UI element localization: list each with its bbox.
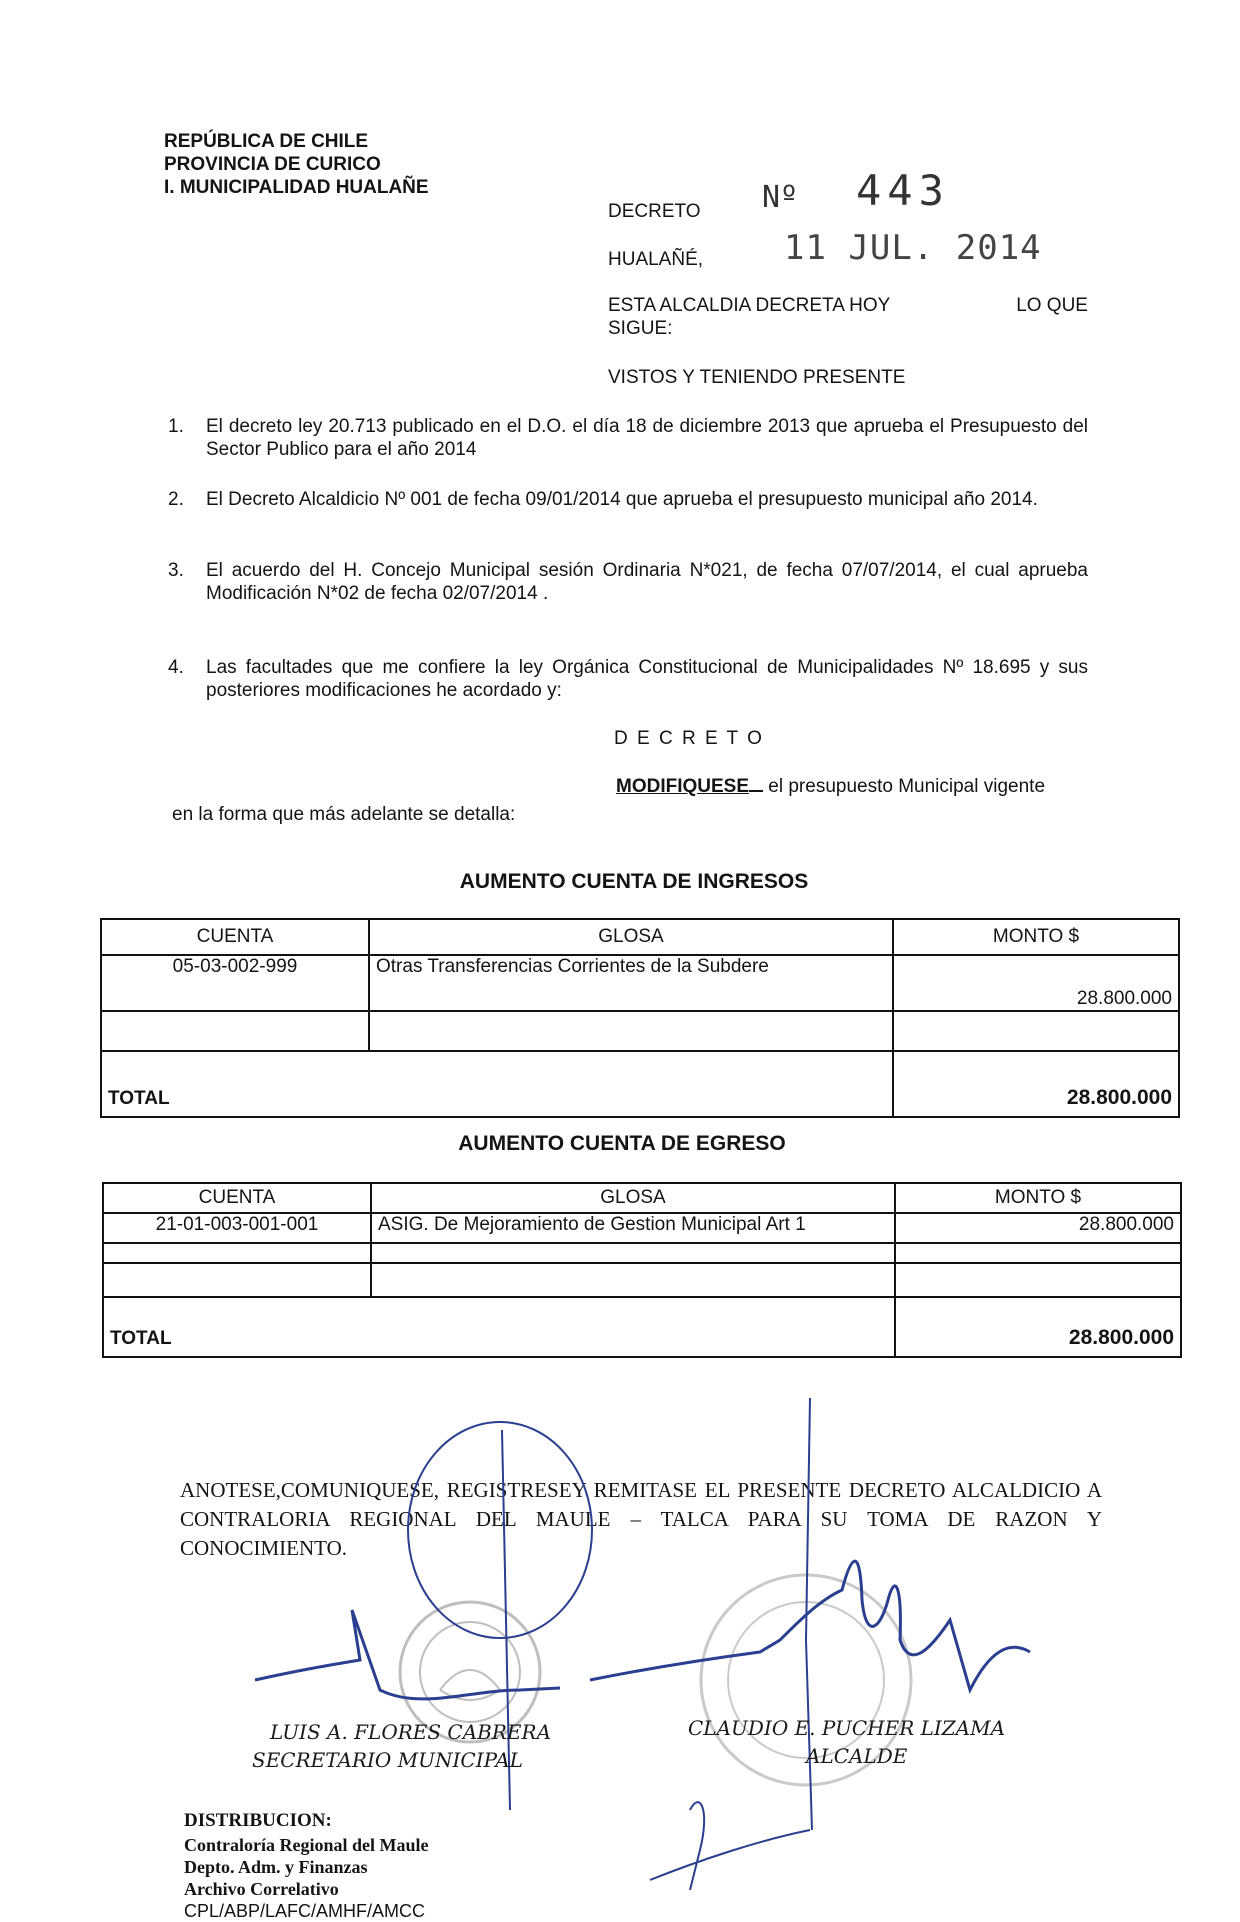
cell-cuenta: 21-01-003-001-001 (103, 1213, 371, 1243)
header-glosa: GLOSA (371, 1183, 895, 1213)
header-republic: REPÚBLICA DE CHILE (164, 131, 369, 152)
signatory-left-title: SECRETARIO MUNICIPAL (252, 1748, 523, 1772)
consideration-number: 1. (168, 416, 184, 437)
issuer-header (164, 130, 429, 199)
header-glosa: GLOSA (369, 919, 893, 955)
vistos-heading: VISTOS Y TENIENDO PRESENTE (608, 367, 906, 388)
modifique-rest: el presupuesto Municipal vigente (768, 776, 1046, 797)
decree-number: 443 (856, 166, 950, 215)
header-cuenta: CUENTA (101, 919, 369, 955)
signatory-right-title: ALCALDE (806, 1744, 908, 1768)
consideration-text: El acuerdo del H. Concejo Municipal sesión Ordinaria N*021, de fecha 07/07/2014, el cual aprueba Modificación N*02 de fecha 02/07/2014 . (206, 560, 1088, 604)
signatory-left-name: LUIS A. FLORES CABRERA (270, 1720, 552, 1744)
distribution-title: DISTRIBUCION: (184, 1810, 332, 1831)
distribution-item: Contraloría Regional del Maule (184, 1835, 429, 1855)
consideration-item (168, 656, 1088, 702)
total-label: TOTAL (103, 1297, 895, 1357)
table-total-row (103, 1297, 1181, 1357)
ingresos-table (100, 918, 1180, 1118)
pen-mark-distribution (650, 1802, 810, 1890)
consideration-text: Las facultades que me confiere la ley Orgánica Constitucional de Municipalidades Nº 18.695 y sus posteriores modificaciones he acordado y: (206, 657, 1088, 701)
modifique-line (616, 775, 1090, 798)
decree-intro (608, 294, 1088, 340)
egresos-table (102, 1182, 1182, 1358)
signature-right (590, 1561, 1030, 1690)
decree-label: DECRETO (608, 201, 701, 222)
cell-cuenta: 05-03-002-999 (101, 955, 369, 1011)
table-row-empty (103, 1263, 1181, 1297)
place-label: HUALAÑÉ, (608, 249, 704, 270)
header-province: PROVINCIA DE CURICO (164, 154, 381, 175)
decree-intro-a: ESTA ALCALDIA DECRETA HOY (608, 295, 891, 316)
header-monto: MONTO $ (895, 1183, 1181, 1213)
consideration-text: El decreto ley 20.713 publicado en el D.O. el día 18 de diciembre 2013 que aprueba el Presupuesto del Sector Publico para el año 2014 (206, 416, 1088, 460)
total-amount: 28.800.000 (893, 1051, 1179, 1117)
header-municipality: I. MUNICIPALIDAD HUALAÑE (164, 177, 429, 198)
ingresos-title: AUMENTO CUENTA DE INGRESOS (459, 870, 809, 893)
table-total-row (101, 1051, 1179, 1117)
decreto-heading: D E C R E T O (614, 728, 764, 749)
distribution-initials: CPL/ABP/LAFC/AMHF/AMCC (184, 1901, 426, 1921)
cell-monto: 28.800.000 (893, 955, 1179, 1011)
header-monto: MONTO $ (893, 919, 1179, 955)
consideration-item (168, 415, 1088, 461)
total-label: TOTAL (101, 1051, 893, 1117)
distribution-item: Depto. Adm. y Finanzas (184, 1857, 368, 1877)
table-header-row (103, 1183, 1181, 1213)
signatory-right (688, 1714, 1005, 1770)
signatory-right-name: CLAUDIO E. PUCHER LIZAMA (688, 1716, 1006, 1740)
distribution-item: Archivo Correlativo (184, 1879, 339, 1899)
distribution-block (184, 1810, 428, 1922)
consideration-item (168, 559, 1088, 605)
table-row-empty (101, 1011, 1179, 1051)
table-header-row (101, 919, 1179, 955)
cell-glosa: ASIG. De Mejoramiento de Gestion Municipal Art 1 (371, 1213, 895, 1243)
cell-glosa: Otras Transferencias Corrientes de la Subdere (369, 955, 893, 1011)
modifique-line2: en la forma que más adelante se detalla: (172, 804, 516, 825)
header-cuenta: CUENTA (103, 1183, 371, 1213)
decree-number-prefix: Nº (762, 180, 799, 215)
decree-date: 11 JUL. 2014 (784, 228, 1042, 268)
table-row-empty (103, 1243, 1181, 1263)
cell-monto: 28.800.000 (895, 1213, 1181, 1243)
egresos-title: AUMENTO CUENTA DE EGRESO (458, 1132, 786, 1155)
table-row (103, 1213, 1181, 1243)
pen-loop (408, 1422, 592, 1638)
consideration-item (168, 488, 1088, 511)
signatory-left (252, 1718, 551, 1774)
consideration-number: 2. (168, 489, 184, 510)
consideration-number: 3. (168, 560, 184, 581)
total-amount: 28.800.000 (895, 1297, 1181, 1357)
decree-intro-b: LO QUE (1016, 295, 1088, 316)
consideration-number: 4. (168, 657, 184, 678)
closing-paragraph: ANOTESE,COMUNIQUESE, REGISTRESEY REMITASE EL PRESENTE DECRETO ALCALDICIO A CONTRALORIA REGIONAL DEL MAULE – TALCA PARA SU TOMA DE RAZON Y CONOCIMIENTO. (180, 1478, 1102, 1560)
decree-intro-c: SIGUE: (608, 318, 673, 339)
modifique-word: MODIFIQUESE (616, 776, 750, 797)
consideration-text: El Decreto Alcaldicio Nº 001 de fecha 09/01/2014 que aprueba el presupuesto municipal año 2014. (206, 489, 1038, 510)
signature-left (255, 1610, 560, 1699)
table-row (101, 955, 1179, 1011)
